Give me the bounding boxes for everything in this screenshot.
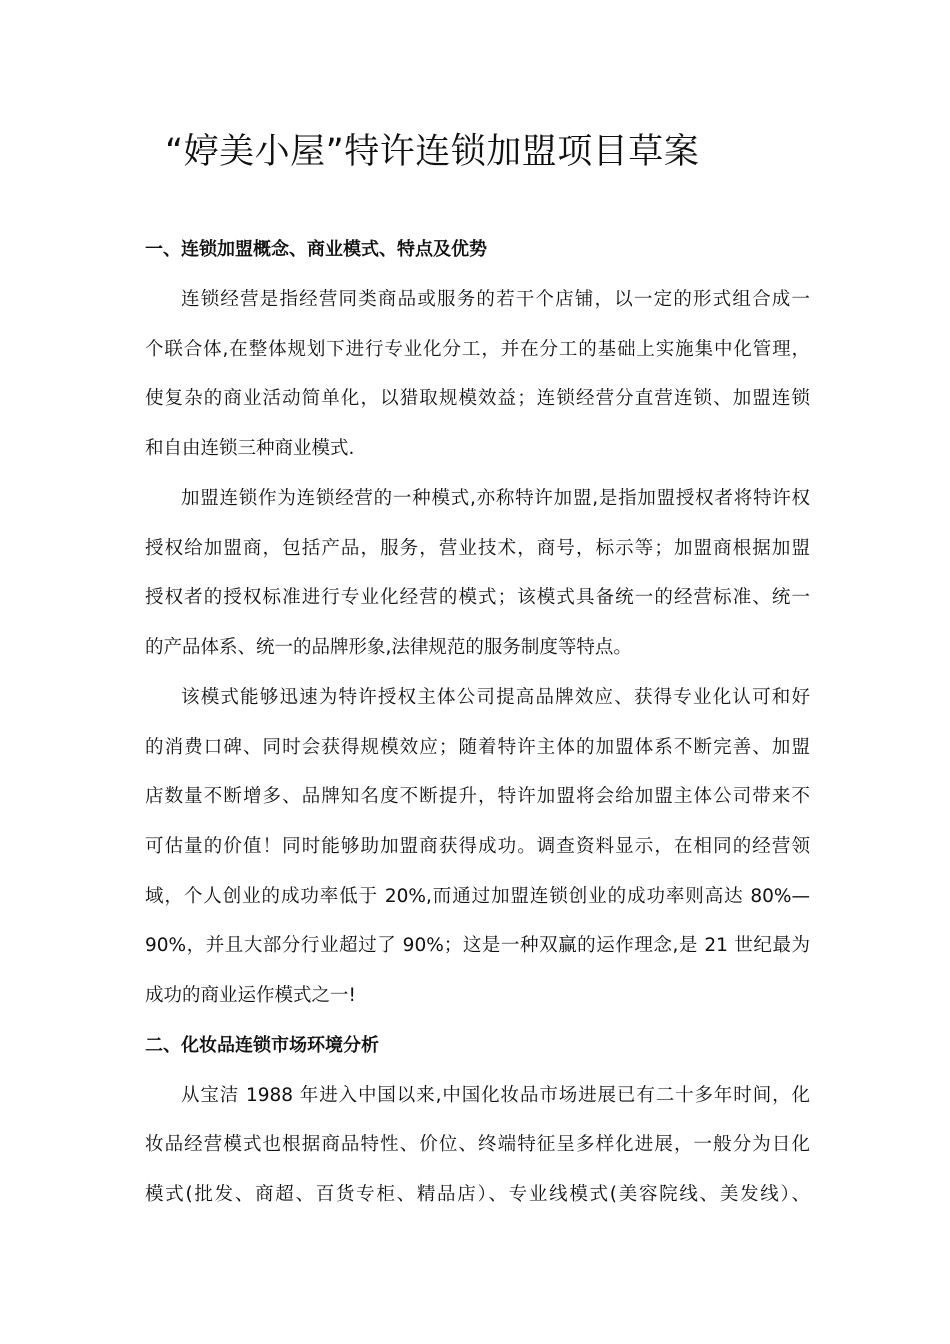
paragraph-line: 模式(批发、商超、百货专柜、精品店）、专业线模式(美容院线、美发线）、 [145, 1184, 810, 1205]
paragraph-line: 从宝洁 1988 年进入中国以来,中国化妆品市场进展已有二十多年时间，化 [181, 1085, 810, 1106]
paragraph-line: 个联合体,在整体规划下进行专业化分工，并在分工的基础上实施集中化管理， [145, 339, 810, 360]
paragraph-line: 该模式能够迅速为特许授权主体公司提高品牌效应、获得专业化认可和好 [181, 687, 810, 708]
paragraph-line: 店数量不断增多、品牌知名度不断提升，特许加盟将会给加盟主体公司带来不 [145, 786, 810, 807]
paragraph-line: 域，个人创业的成功率低于 20%,而通过加盟连锁创业的成功率则高达 80%— [145, 886, 810, 907]
paragraph-line: 授权者的授权标准进行专业化经营的模式；该模式具备统一的经营标准、统一 [145, 587, 810, 608]
paragraph-line: 和自由连锁三种商业模式. [145, 438, 355, 459]
paragraph-line: 成功的商业运作模式之一! [145, 985, 356, 1006]
paragraph-line: 妆品经营模式也根据商品特性、价位、终端特征呈多样化进展，一般分为日化 [145, 1134, 810, 1155]
paragraph-line: 的消费口碑、同时会获得规模效应；随着特许主体的加盟体系不断完善、加盟 [145, 737, 810, 758]
section-heading-1: 一、连锁加盟概念、商业模式、特点及优势 [145, 239, 487, 260]
document-title: “婷美小屋”特许连锁加盟项目草案 [165, 132, 700, 172]
section-heading-2: 二、化妆品连锁市场环境分析 [145, 1035, 379, 1056]
paragraph-line: 可估量的价值！同时能够助加盟商获得成功。调查资料显示，在相同的经营领 [145, 836, 810, 857]
paragraph-line: 授权给加盟商，包括产品，服务，营业技术，商号，标示等；加盟商根据加盟 [145, 538, 810, 559]
paragraph-line: 90%，并且大部分行业超过了 90%；这是一种双赢的运作理念,是 21 世纪最为 [145, 935, 810, 956]
paragraph-line: 的产品体系、统一的品牌形象,法律规范的服务制度等特点。 [145, 637, 632, 658]
paragraph-line: 加盟连锁作为连锁经营的一种模式,亦称特许加盟,是指加盟授权者将特许权 [181, 488, 810, 509]
paragraph-line: 连锁经营是指经营同类商品或服务的若干个店铺，以一定的形式组合成一 [181, 289, 810, 310]
paragraph-line: 使复杂的商业活动简单化，以猎取规模效益；连锁经营分直营连锁、加盟连锁 [145, 388, 810, 409]
